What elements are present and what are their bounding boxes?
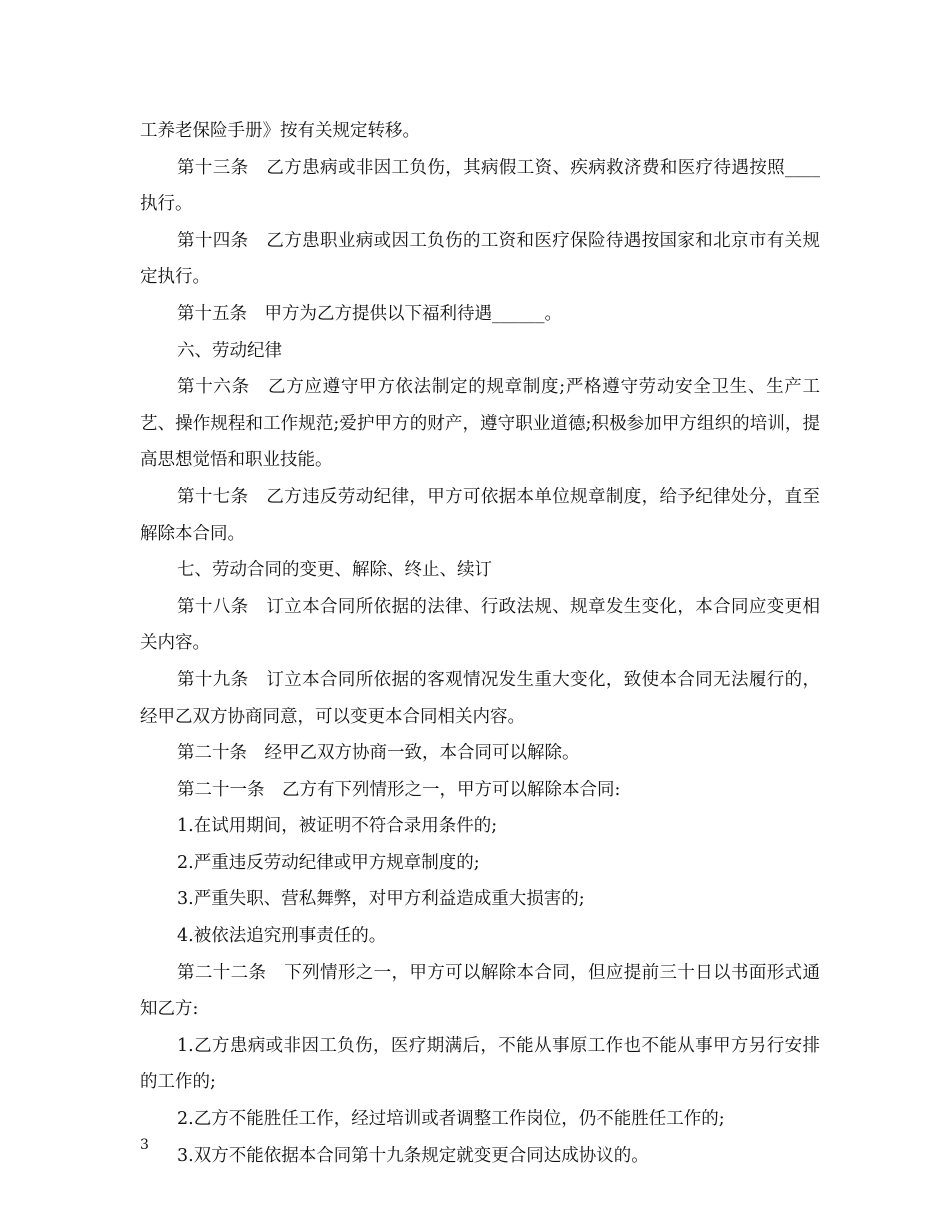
list-item: 2.乙方不能胜任工作，经过培训或者调整工作岗位，仍不能胜任工作的; (177, 1109, 725, 1130)
paragraph: 第十七条 乙方违反劳动纪律，甲方可依据本单位规章制度，给予纪律处分，直至解除本合同。 (140, 486, 820, 544)
paragraph: 第十五条 甲方为乙方提供以下福利待遇______。 (177, 303, 562, 324)
paragraph: 第二十二条 下列情形之一，甲方可以解除本合同，但应提前三十日以书面形式通知乙方: (140, 962, 820, 1020)
list-item: 4.被依法追究刑事责任的。 (177, 926, 387, 947)
list-item: 2.严重违反劳动纪律或甲方规章制度的; (177, 852, 480, 873)
list-item: 1.乙方患病或非因工负伤，医疗期满后，不能从事原工作也不能从事甲方另行安排的工作的; (140, 1035, 820, 1093)
document-body (140, 113, 820, 1174)
paragraph: 第十六条 乙方应遵守甲方依法制定的规章制度;严格遵守劳动安全卫生、生产工艺、操作规程和工作规范;爱护甲方的财产，遵守职业道德;积极参加甲方组织的培训，提高思想觉悟和职业技能。 (140, 377, 820, 471)
section-heading: 六、劳动纪律 (177, 340, 282, 361)
list-item: 1.在试用期间，被证明不符合录用条件的; (177, 816, 498, 837)
paragraph: 第十九条 订立本合同所依据的客观情况发生重大变化，致使本合同无法履行的，经甲乙双方协商同意，可以变更本合同相关内容。 (140, 669, 820, 727)
list-item: 3.严重失职、营私舞弊，对甲方利益造成重大损害的; (177, 889, 585, 910)
section-heading: 七、劳动合同的变更、解除、终止、续订 (177, 560, 492, 581)
paragraph: 第二十一条 乙方有下列情形之一，甲方可以解除本合同: (177, 779, 621, 800)
page-number: 3 (140, 1137, 149, 1153)
paragraph: 工养老保险手册》按有关规定转移。 (140, 121, 420, 141)
paragraph: 第十三条 乙方患病或非因工负伤，其病假工资、疾病救济费和医疗待遇按照____执行。 (140, 157, 820, 215)
paragraph: 第十四条 乙方患职业病或因工负伤的工资和医疗保险待遇按国家和北京市有关规定执行。 (140, 230, 820, 288)
paragraph: 第十八条 订立本合同所依据的法律、行政法规、规章发生变化，本合同应变更相关内容。 (140, 596, 820, 654)
list-item: 3.双方不能依据本合同第十九条规定就变更合同达成协议的。 (177, 1145, 649, 1166)
paragraph: 第二十条 经甲乙双方协商一致，本合同可以解除。 (177, 743, 580, 764)
